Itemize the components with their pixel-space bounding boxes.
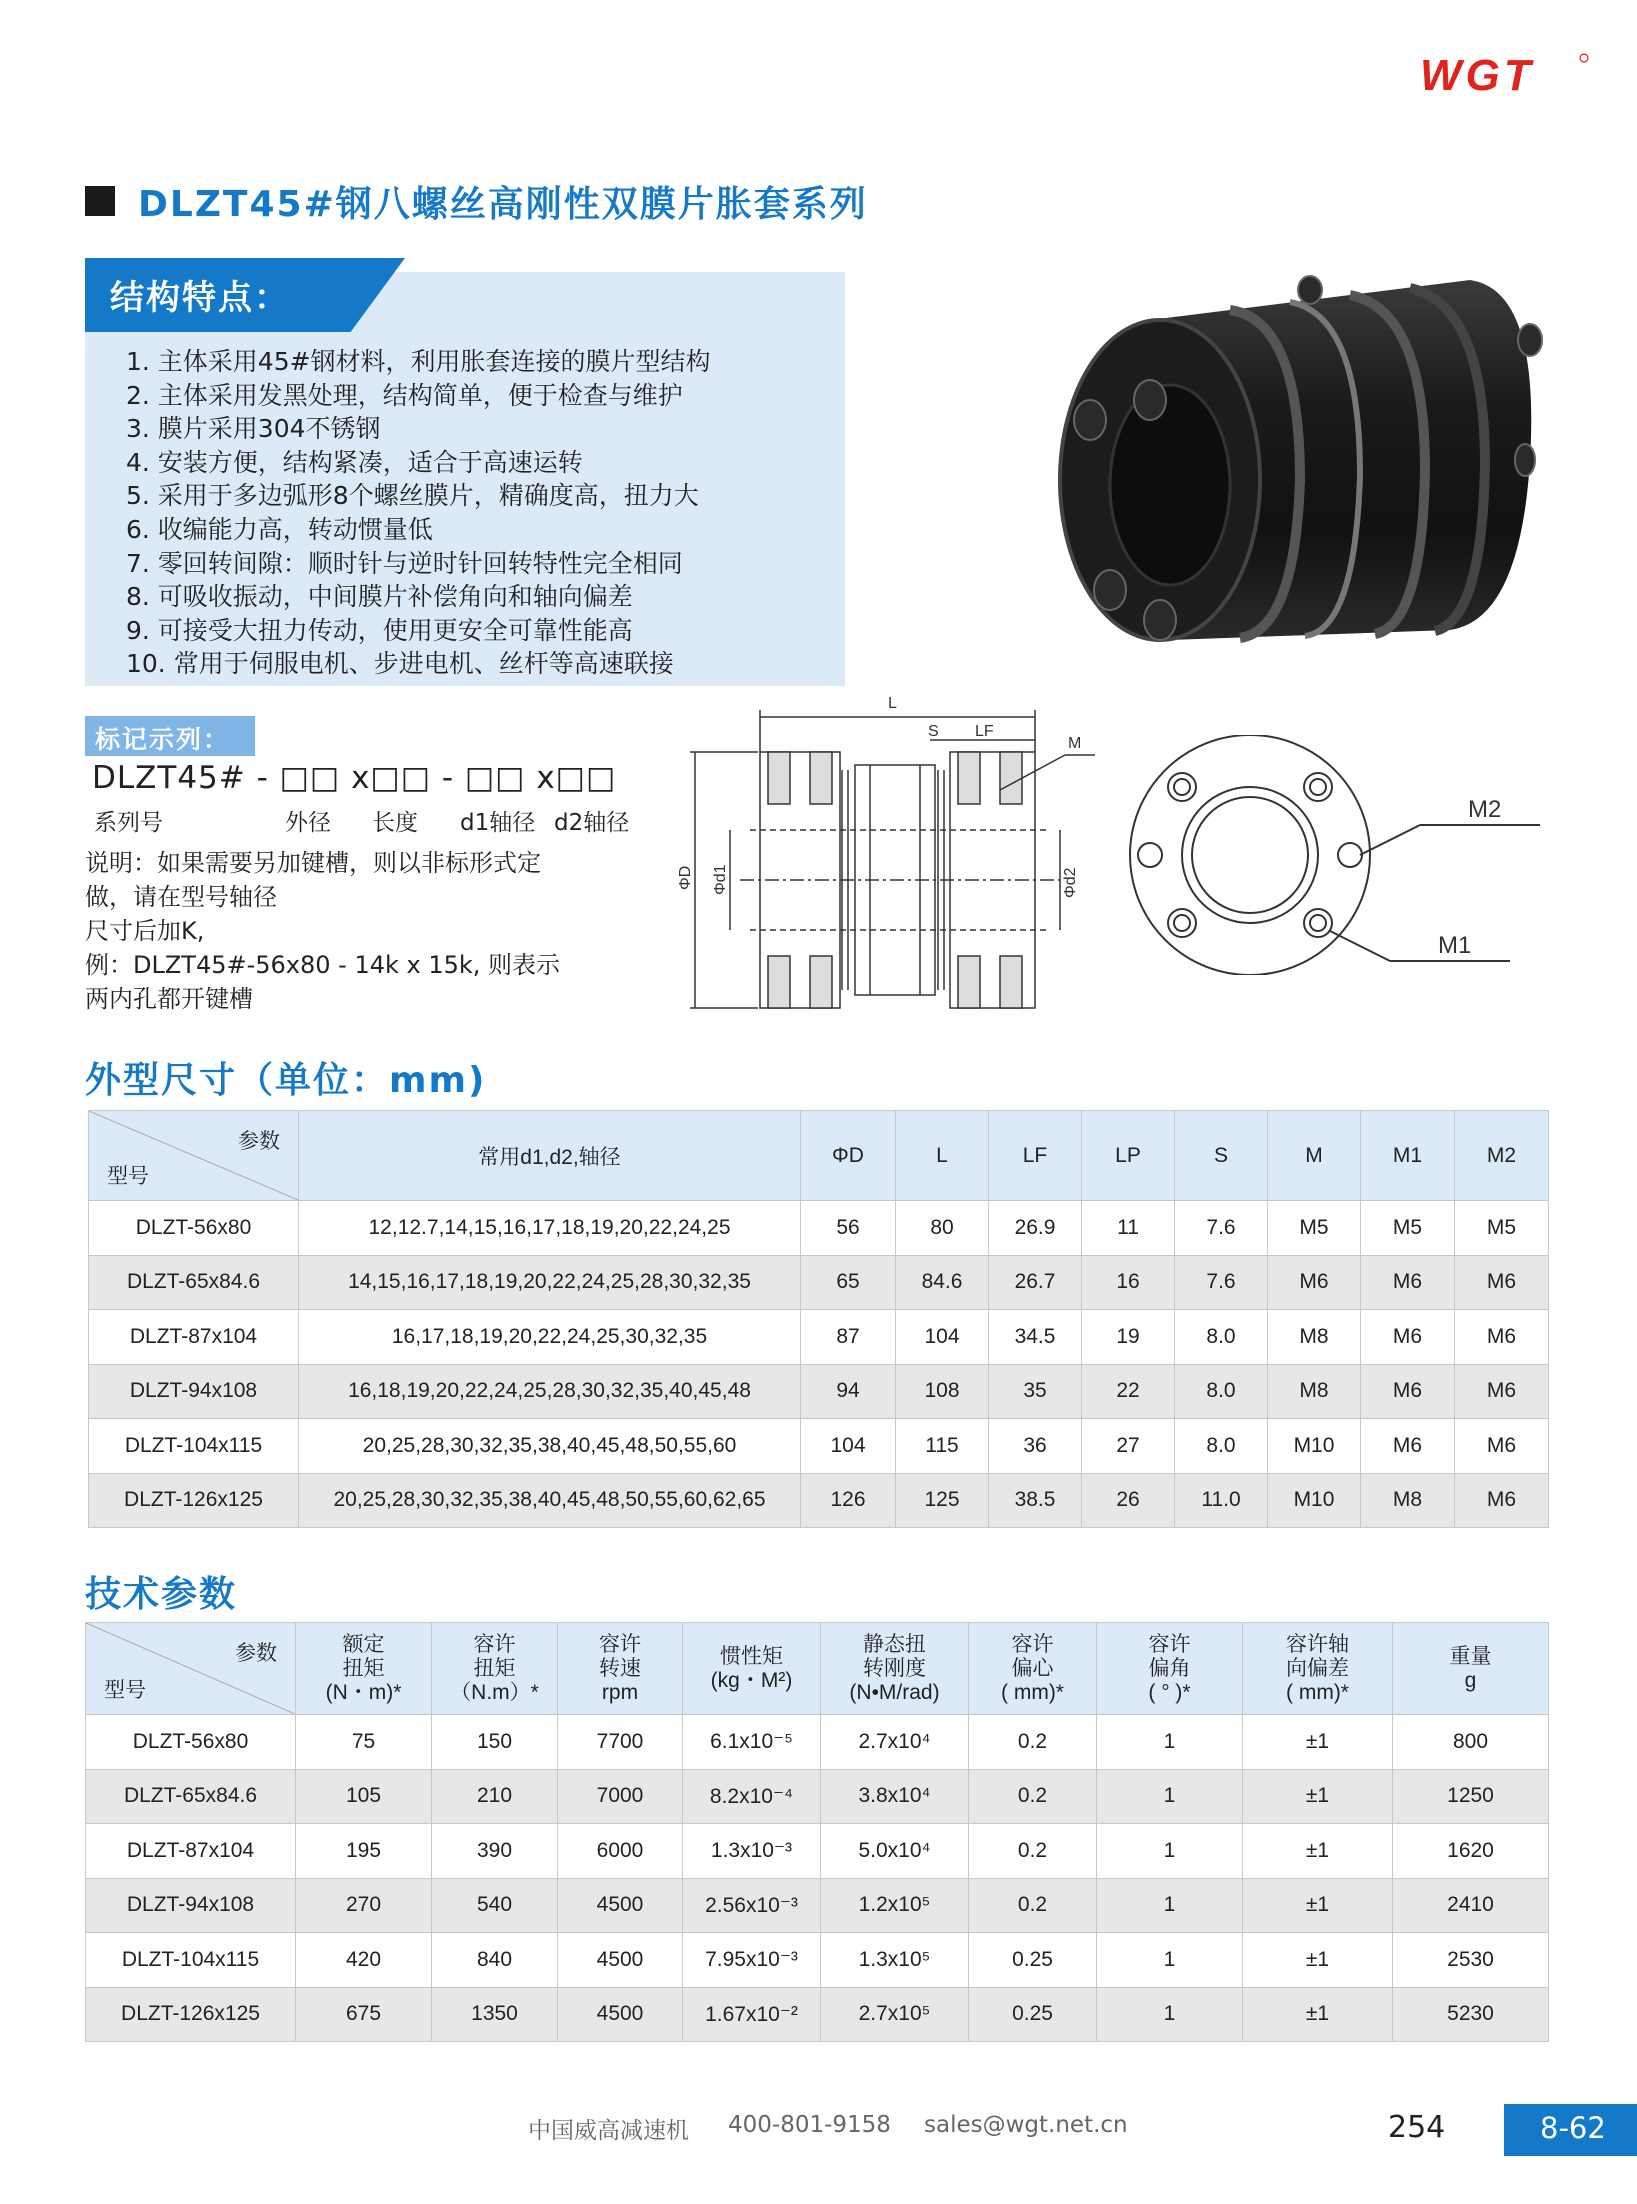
value-cell: 125 — [896, 1473, 989, 1528]
value-cell: 2.56x10⁻³ — [683, 1878, 821, 1933]
model-cell: DLZT-65x84.6 — [89, 1255, 299, 1310]
value-cell: 94 — [801, 1364, 896, 1419]
value-cell: 4500 — [558, 1987, 683, 2042]
value-cell: 26.9 — [989, 1201, 1082, 1256]
marking-note — [85, 846, 560, 1016]
value-cell: 6.1x10⁻⁵ — [683, 1715, 821, 1770]
value-cell: 1.3x10⁻³ — [683, 1824, 821, 1879]
technical-table-body — [86, 1715, 1549, 2042]
value-cell: 105 — [296, 1769, 432, 1824]
value-cell: 27 — [1082, 1419, 1175, 1474]
dim-label-S: S — [928, 723, 939, 740]
value-cell: 8.0 — [1175, 1419, 1268, 1474]
technical-col-header-line: 向偏差 — [1286, 1656, 1349, 1680]
technical-col-header-line: ( mm)* — [1286, 1680, 1349, 1704]
dimensions-col-header: L — [896, 1111, 989, 1201]
side-view-drawing — [670, 690, 1120, 1020]
value-cell: M8 — [1361, 1473, 1455, 1528]
value-cell: 115 — [896, 1419, 989, 1474]
value-cell: M6 — [1455, 1310, 1549, 1365]
model-cell: DLZT-56x80 — [86, 1715, 296, 1770]
technical-col-header — [432, 1623, 558, 1715]
feature-item: 5. 采用于多边弧形8个螺丝膜片，精确度高，扭力大 — [126, 481, 699, 511]
dimensions-col-header: S — [1175, 1111, 1268, 1201]
value-cell: M6 — [1455, 1419, 1549, 1474]
value-cell: 14,15,16,17,18,19,20,22,24,25,28,30,32,35 — [299, 1255, 801, 1310]
model-cell: DLZT-126x125 — [89, 1473, 299, 1528]
technical-col-header — [969, 1623, 1097, 1715]
dimensions-corner-cell — [89, 1111, 299, 1201]
technical-col-header-line: 容许 — [1148, 1632, 1191, 1656]
value-cell: M6 — [1455, 1364, 1549, 1419]
technical-corner-param: 参数 — [235, 1642, 277, 1665]
value-cell: 0.2 — [969, 1715, 1097, 1770]
dimensions-corner-model: 型号 — [107, 1165, 149, 1188]
value-cell: 87 — [801, 1310, 896, 1365]
value-cell: M6 — [1455, 1473, 1549, 1528]
value-cell: 11.0 — [1175, 1473, 1268, 1528]
technical-col-header-line: 容许 — [599, 1632, 641, 1656]
technical-col-header-line: 重量 — [1449, 1644, 1492, 1668]
value-cell: 1 — [1097, 1769, 1243, 1824]
value-cell: M8 — [1268, 1364, 1361, 1419]
technical-heading: 技术参数 — [85, 1574, 238, 1615]
technical-col-header — [296, 1623, 432, 1715]
dim-label-LF: LF — [975, 723, 994, 740]
dimensions-corner-param: 参数 — [238, 1130, 280, 1153]
value-cell: 6000 — [558, 1824, 683, 1879]
dim-label-d2: Φd2 — [1062, 867, 1079, 898]
dimensions-col-header: LF — [989, 1111, 1082, 1201]
value-cell: 540 — [432, 1878, 558, 1933]
technical-col-header-line: 惯性矩 — [720, 1644, 783, 1668]
footer-phone: 400-801-9158 — [728, 2112, 891, 2138]
dimensions-row — [89, 1201, 1549, 1256]
value-cell: 0.2 — [969, 1878, 1097, 1933]
label-M1: M1 — [1438, 932, 1472, 959]
value-cell: 84.6 — [896, 1255, 989, 1310]
value-cell: 1.2x10⁵ — [821, 1878, 969, 1933]
marking-heading: 标记示列： — [95, 725, 231, 754]
marking-note-line: 做，请在型号轴径 — [85, 883, 277, 911]
value-cell: ±1 — [1243, 1715, 1393, 1770]
dimensions-row — [89, 1419, 1549, 1474]
value-cell: 210 — [432, 1769, 558, 1824]
technical-col-header-line: （N.m）* — [450, 1680, 539, 1704]
value-cell: 80 — [896, 1201, 989, 1256]
technical-col-header-line: ( mm)* — [1001, 1680, 1064, 1704]
value-cell: 1.3x10⁵ — [821, 1933, 969, 1988]
value-cell: 3.8x10⁴ — [821, 1769, 969, 1824]
model-cell: DLZT-104x115 — [86, 1933, 296, 1988]
technical-col-header-line: 偏角 — [1148, 1656, 1191, 1680]
wgt-logo-graphic — [1420, 50, 1590, 100]
value-cell: 1 — [1097, 1878, 1243, 1933]
value-cell: 56 — [801, 1201, 896, 1256]
technical-col-header — [821, 1623, 969, 1715]
value-cell: 1620 — [1393, 1824, 1549, 1879]
value-cell: 0.2 — [969, 1824, 1097, 1879]
value-cell: 8.2x10⁻⁴ — [683, 1769, 821, 1824]
technical-col-header-line: 偏心 — [1011, 1656, 1054, 1680]
model-cell: DLZT-126x125 — [86, 1987, 296, 2042]
model-cell: DLZT-87x104 — [86, 1824, 296, 1879]
feature-item: 7. 零回转间隙：顺时针与逆时针回转特性完全相同 — [126, 548, 683, 578]
value-cell: ±1 — [1243, 1769, 1393, 1824]
dimensions-col-header: M1 — [1361, 1111, 1455, 1201]
model-cell: DLZT-87x104 — [89, 1310, 299, 1365]
technical-row — [86, 1933, 1549, 1988]
feature-item: 4. 安装方便，结构紧凑，适合于高速运转 — [126, 447, 583, 477]
value-cell: M6 — [1268, 1255, 1361, 1310]
technical-col-header — [558, 1623, 683, 1715]
dimensions-col-header: ΦD — [801, 1111, 896, 1201]
technical-row — [86, 1987, 1549, 2042]
value-cell: 5.0x10⁴ — [821, 1824, 969, 1879]
page-number: 254 — [1388, 2110, 1446, 2145]
value-cell: 0.2 — [969, 1769, 1097, 1824]
value-cell: 2.7x10⁵ — [821, 1987, 969, 2042]
model-cell: DLZT-94x108 — [86, 1878, 296, 1933]
technical-col-header-line: 扭矩 — [473, 1656, 516, 1680]
value-cell: M8 — [1268, 1310, 1361, 1365]
value-cell: 104 — [801, 1419, 896, 1474]
technical-corner-cell — [86, 1623, 296, 1715]
marking-note-line: 说明：如果需要另加键槽，则以非标形式定 — [85, 849, 541, 877]
value-cell: 800 — [1393, 1715, 1549, 1770]
value-cell: M6 — [1361, 1310, 1455, 1365]
dimensions-table — [88, 1110, 1549, 1528]
marking-label-length: 长度 — [372, 810, 418, 836]
feature-item: 8. 可吸收振动，中间膜片补偿角向和轴向偏差 — [126, 582, 633, 612]
technical-col-header — [1393, 1623, 1549, 1715]
value-cell: 75 — [296, 1715, 432, 1770]
value-cell: 0.25 — [969, 1987, 1097, 2042]
value-cell: ±1 — [1243, 1878, 1393, 1933]
value-cell: 1350 — [432, 1987, 558, 2042]
dimensions-row — [89, 1255, 1549, 1310]
dimensions-table-body — [89, 1201, 1549, 1528]
feature-item: 6. 收编能力高，转动惯量低 — [126, 514, 433, 544]
value-cell: 420 — [296, 1933, 432, 1988]
value-cell: 2.7x10⁴ — [821, 1715, 969, 1770]
technical-col-header-line: 转刚度 — [863, 1656, 926, 1680]
marking-label-series: 系列号 — [94, 810, 163, 836]
model-cell: DLZT-56x80 — [89, 1201, 299, 1256]
technical-col-header-line: 静态扭 — [863, 1632, 926, 1656]
technical-col-header-line: 容许 — [473, 1632, 516, 1656]
logo-text: WGT — [1420, 51, 1535, 100]
dim-label-d1: Φd1 — [712, 864, 729, 895]
technical-table — [85, 1622, 1549, 2042]
dim-label-L: L — [888, 695, 897, 712]
feature-item: 9. 可接受大扭力传动，使用更安全可靠性能高 — [126, 615, 633, 645]
value-cell: M10 — [1268, 1419, 1361, 1474]
value-cell: 840 — [432, 1933, 558, 1988]
wgt-logo — [1420, 50, 1590, 100]
value-cell: 1 — [1097, 1824, 1243, 1879]
technical-col-header-line: ( ° )* — [1148, 1680, 1191, 1704]
value-cell: 34.5 — [989, 1310, 1082, 1365]
marking-note-line: 两内孔都开键槽 — [85, 985, 253, 1013]
front-view-drawing — [1120, 735, 1560, 975]
value-cell: M6 — [1361, 1255, 1455, 1310]
feature-item: 3. 膜片采用304不锈钢 — [126, 414, 381, 444]
technical-col-header — [1243, 1623, 1393, 1715]
value-cell: 2530 — [1393, 1933, 1549, 1988]
value-cell: 36 — [989, 1419, 1082, 1474]
value-cell: 38.5 — [989, 1473, 1082, 1528]
page-title: DLZT45#钢八螺丝高刚性双膜片胀套系列 — [138, 184, 868, 225]
dim-label-M: M — [1068, 735, 1082, 752]
value-cell: ±1 — [1243, 1933, 1393, 1988]
technical-col-header-line: 额定 — [342, 1632, 385, 1656]
technical-row — [86, 1878, 1549, 1933]
value-cell: M6 — [1361, 1364, 1455, 1419]
technical-col-header-line: 扭矩 — [342, 1656, 385, 1680]
value-cell: ±1 — [1243, 1987, 1393, 2042]
value-cell: 22 — [1082, 1364, 1175, 1419]
footer-company: 中国威高减速机 — [528, 2118, 689, 2144]
value-cell: 1 — [1097, 1987, 1243, 2042]
value-cell: 126 — [801, 1473, 896, 1528]
dimensions-col-header: M2 — [1455, 1111, 1549, 1201]
technical-col-header — [683, 1623, 821, 1715]
value-cell: 8.0 — [1175, 1364, 1268, 1419]
value-cell: 108 — [896, 1364, 989, 1419]
marking-code: DLZT45# - □□ x□□ - □□ x□□ — [92, 760, 617, 796]
technical-col-header-line: 容许 — [1011, 1632, 1054, 1656]
technical-col-header-line: g — [1464, 1668, 1477, 1692]
value-cell: 16 — [1082, 1255, 1175, 1310]
marking-label-od: 外径 — [285, 810, 331, 836]
value-cell: M5 — [1361, 1201, 1455, 1256]
dimensions-row — [89, 1310, 1549, 1365]
value-cell: 16,18,19,20,22,24,25,28,30,32,35,40,45,48 — [299, 1364, 801, 1419]
marking-note-line: 例：DLZT45#-56x80 - 14k x 15k, 则表示 — [85, 951, 561, 979]
technical-row — [86, 1824, 1549, 1879]
model-cell: DLZT-65x84.6 — [86, 1769, 296, 1824]
marking-label-d2: d2轴径 — [554, 810, 630, 836]
value-cell: 12,12.7,14,15,16,17,18,19,20,22,24,25 — [299, 1201, 801, 1256]
technical-corner-model: 型号 — [104, 1679, 146, 1702]
technical-col-header-line: 容许轴 — [1286, 1632, 1349, 1656]
dimensions-heading: 外型尺寸（单位：mm) — [85, 1060, 487, 1101]
technical-col-header-line: (N・m)* — [325, 1680, 402, 1704]
value-cell: 675 — [296, 1987, 432, 2042]
feature-item: 2. 主体采用发黑处理，结构简单，便于检查与维护 — [126, 380, 683, 410]
value-cell: 4500 — [558, 1878, 683, 1933]
technical-col-header-line: (N•M/rad) — [849, 1680, 940, 1704]
value-cell: 270 — [296, 1878, 432, 1933]
value-cell: 2410 — [1393, 1878, 1549, 1933]
value-cell: 19 — [1082, 1310, 1175, 1365]
value-cell: 0.25 — [969, 1933, 1097, 1988]
value-cell: 4500 — [558, 1933, 683, 1988]
section-number: 8-62 — [1540, 2111, 1606, 2145]
technical-row — [86, 1769, 1549, 1824]
technical-col-header — [1097, 1623, 1243, 1715]
footer-email[interactable]: sales@wgt.net.cn — [924, 2112, 1128, 2138]
value-cell: 7000 — [558, 1769, 683, 1824]
value-cell: 26.7 — [989, 1255, 1082, 1310]
value-cell: ±1 — [1243, 1824, 1393, 1879]
value-cell: 11 — [1082, 1201, 1175, 1256]
value-cell: M6 — [1455, 1255, 1549, 1310]
value-cell: M5 — [1268, 1201, 1361, 1256]
feature-item: 10. 常用于伺服电机、步进电机、丝杆等高速联接 — [126, 649, 674, 679]
dimensions-col-header: LP — [1082, 1111, 1175, 1201]
model-cell: DLZT-94x108 — [89, 1364, 299, 1419]
value-cell: 150 — [432, 1715, 558, 1770]
technical-row — [86, 1715, 1549, 1770]
value-cell: 7.6 — [1175, 1201, 1268, 1256]
value-cell: 195 — [296, 1824, 432, 1879]
value-cell: 8.0 — [1175, 1310, 1268, 1365]
model-cell: DLZT-104x115 — [89, 1419, 299, 1474]
value-cell: 7.6 — [1175, 1255, 1268, 1310]
marking-label-d1: d1轴径 — [460, 810, 536, 836]
value-cell: 7.95x10⁻³ — [683, 1933, 821, 1988]
value-cell: 104 — [896, 1310, 989, 1365]
dimensions-row — [89, 1364, 1549, 1419]
value-cell: 26 — [1082, 1473, 1175, 1528]
value-cell: 65 — [801, 1255, 896, 1310]
value-cell: 20,25,28,30,32,35,38,40,45,48,50,55,60,62,65 — [299, 1473, 801, 1528]
dimensions-col-header: M — [1268, 1111, 1361, 1201]
value-cell: 1.67x10⁻² — [683, 1987, 821, 2042]
value-cell: 390 — [432, 1824, 558, 1879]
technical-col-header-line: (kg・M²) — [710, 1668, 793, 1692]
dimensions-col-header: 常用d1,d2,轴径 — [299, 1111, 801, 1201]
technical-col-header-line: rpm — [601, 1680, 639, 1704]
dim-label-D: ΦD — [677, 865, 694, 890]
dimensions-row — [89, 1473, 1549, 1528]
technical-col-header-line: 转速 — [599, 1656, 641, 1680]
label-M2: M2 — [1468, 796, 1502, 823]
value-cell: 1250 — [1393, 1769, 1549, 1824]
marking-note-line: 尺寸后加K, — [85, 917, 205, 945]
features-heading: 结构特点： — [110, 278, 290, 318]
value-cell: 16,17,18,19,20,22,24,25,30,32,35 — [299, 1310, 801, 1365]
title-square-icon — [85, 186, 115, 216]
value-cell: M6 — [1361, 1419, 1455, 1474]
value-cell: 1 — [1097, 1715, 1243, 1770]
value-cell: 35 — [989, 1364, 1082, 1419]
value-cell: 5230 — [1393, 1987, 1549, 2042]
value-cell: M5 — [1455, 1201, 1549, 1256]
feature-item: 1. 主体采用45#钢材料，利用胀套连接的膜片型结构 — [126, 347, 711, 376]
value-cell: 20,25,28,30,32,35,38,40,45,48,50,55,60 — [299, 1419, 801, 1474]
value-cell: M10 — [1268, 1473, 1361, 1528]
features-list — [126, 345, 711, 681]
value-cell: 7700 — [558, 1715, 683, 1770]
product-photo — [1030, 260, 1550, 660]
value-cell: 1 — [1097, 1933, 1243, 1988]
